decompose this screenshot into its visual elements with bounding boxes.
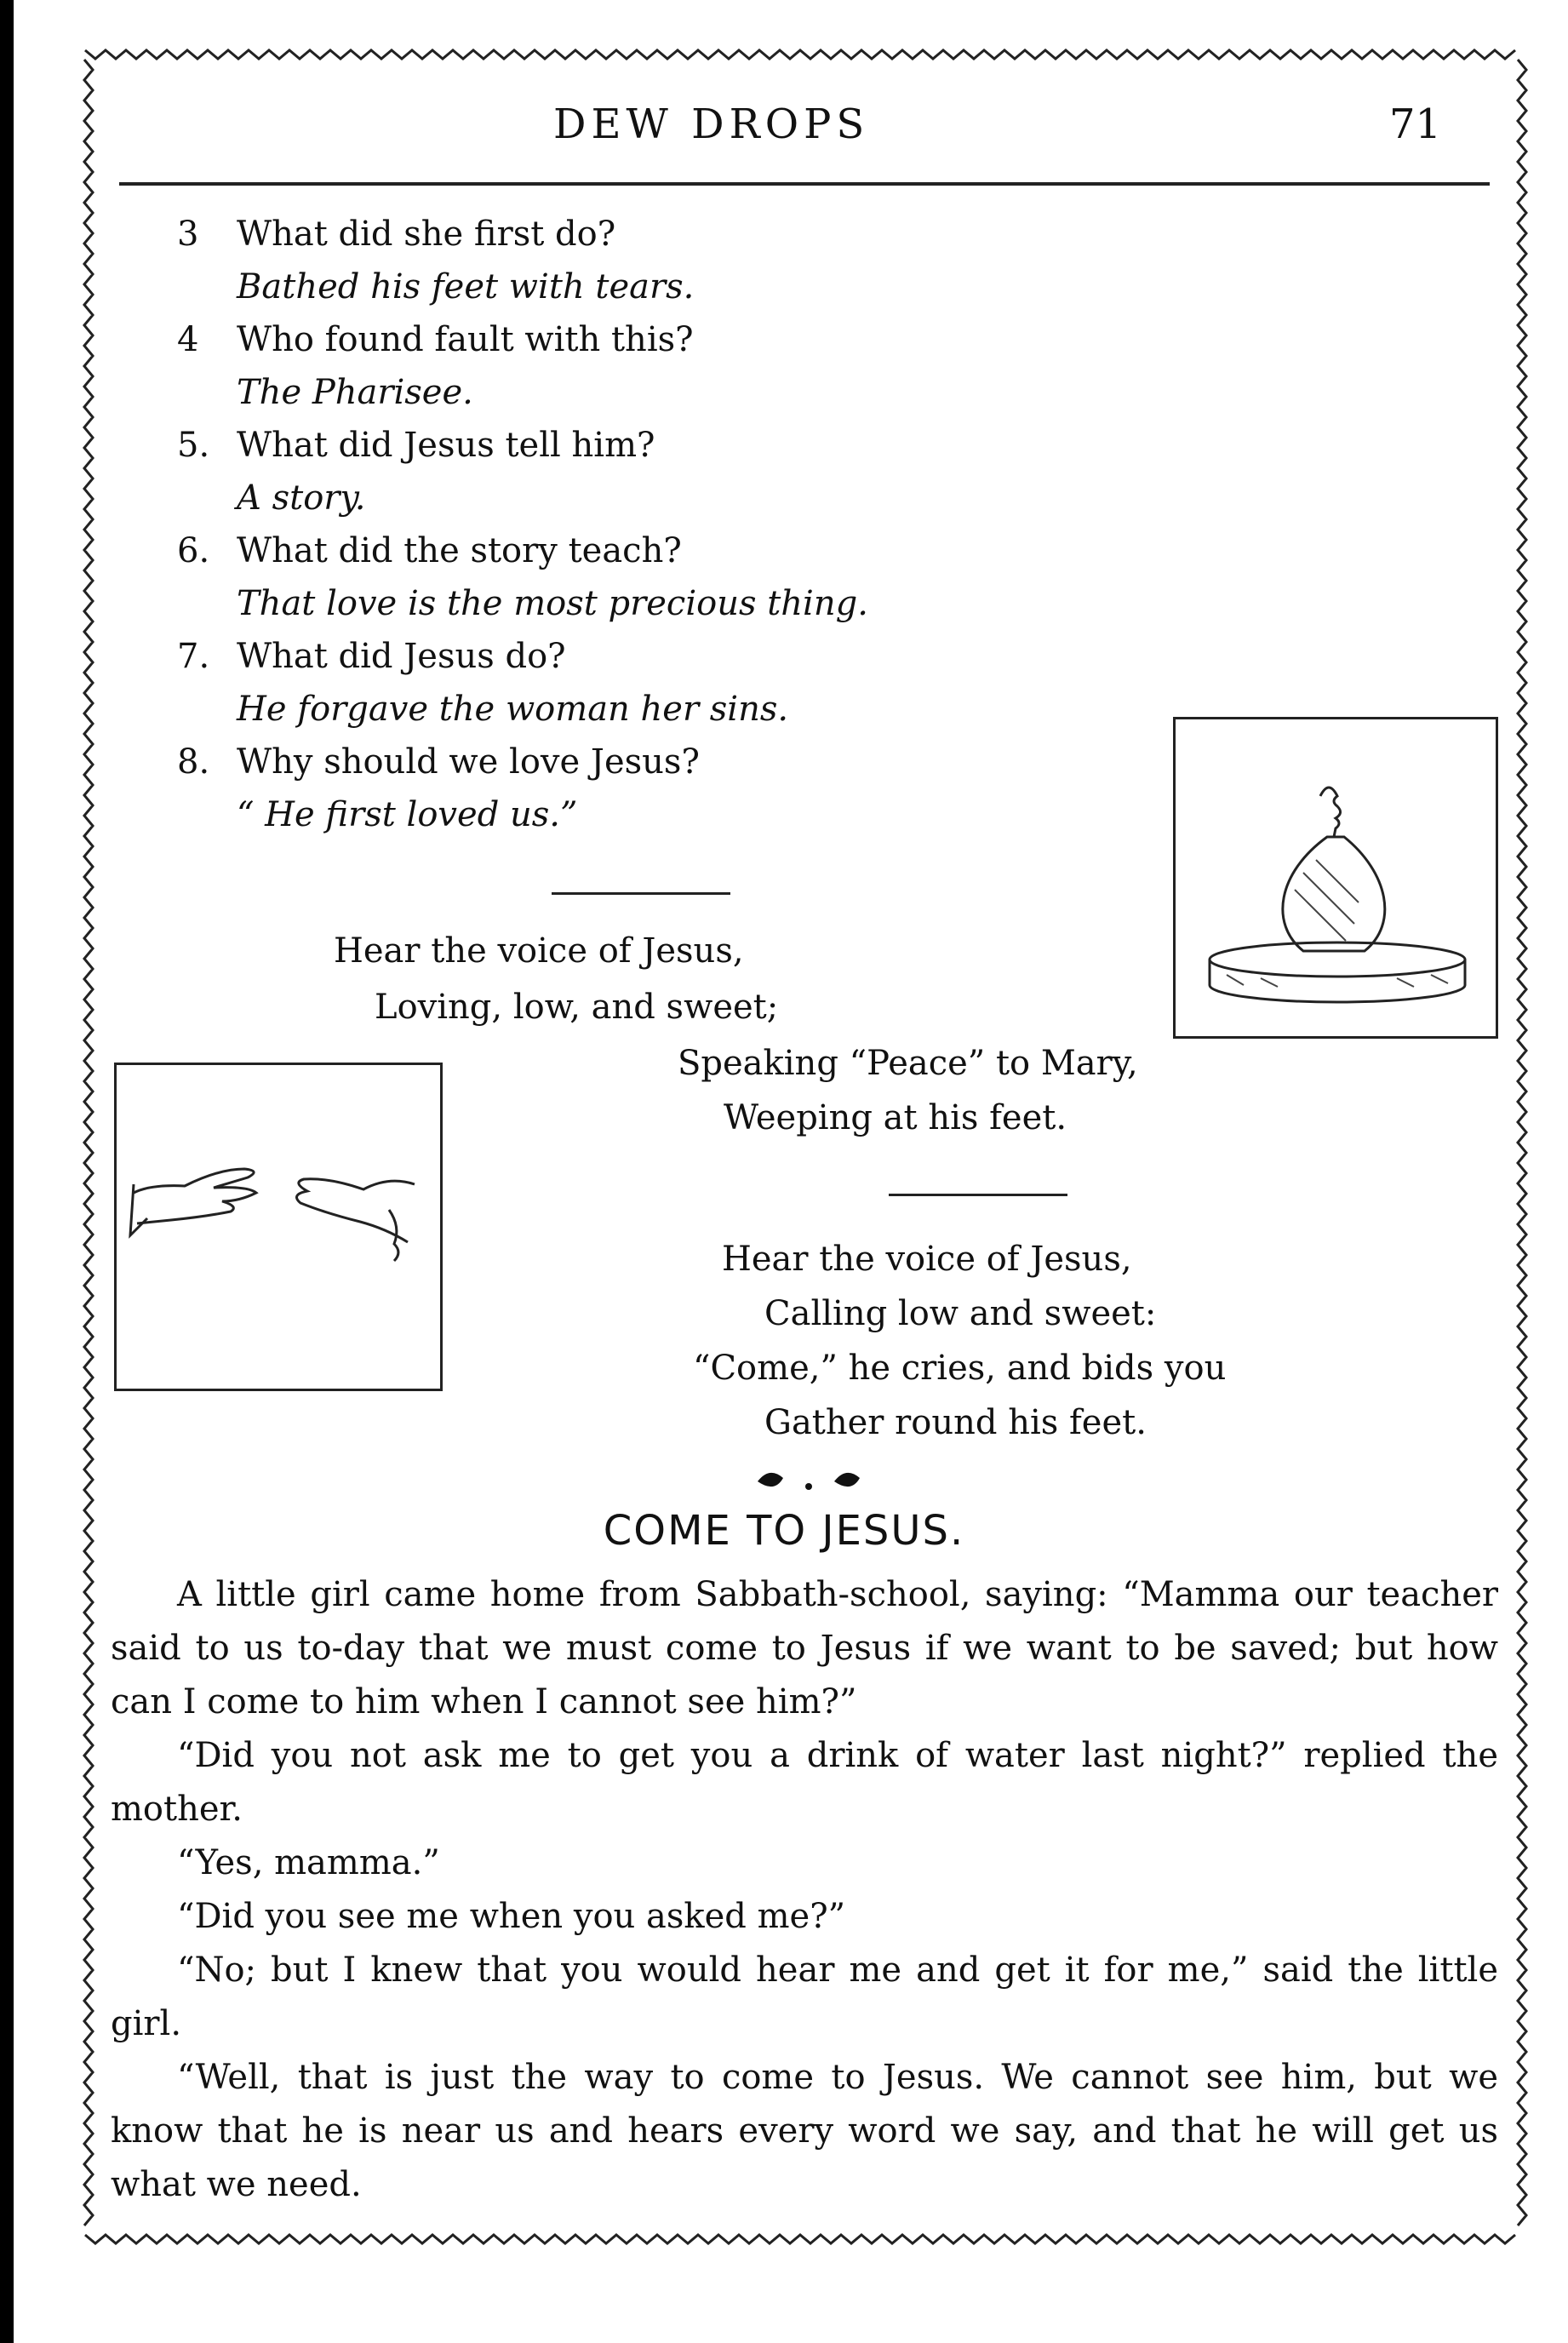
leaf-ornament-icon	[749, 1464, 868, 1498]
question-item: 3 What did she first do?	[177, 215, 616, 254]
header-rule	[119, 182, 1490, 186]
answer-item: “ He first loved us.”	[237, 795, 578, 834]
hymn-line: Calling low and sweet:	[764, 1294, 1157, 1333]
alabaster-box-illustration	[1173, 717, 1498, 1039]
question-item: 6. What did the story teach?	[177, 531, 682, 570]
hymn-line: Speaking “Peace” to Mary,	[678, 1044, 1138, 1083]
answer-item: That love is the most precious thing.	[237, 584, 868, 623]
story-paragraph: “Did you see me when you asked me?”	[177, 1897, 846, 1936]
question-item: 5. What did Jesus tell him?	[177, 426, 655, 465]
catechism-list	[177, 208, 868, 841]
question-item: 7. What did Jesus do?	[177, 637, 566, 676]
hymn-line: Hear the voice of Jesus,	[334, 931, 744, 971]
story-paragraph: “No; but I knew that you would hear me and get it for me,” said the little girl.	[111, 1951, 1498, 2043]
hymn-line: Weeping at his feet.	[724, 1098, 1067, 1137]
section-rule	[552, 892, 730, 895]
story-paragraph: “Well, that is just the way to come to Jesus. We cannot see him, but we know that he is near us and hears every word we say, and that he will get us what we need.	[111, 2058, 1498, 2204]
answer-item: He forgave the woman her sins.	[237, 690, 789, 729]
question-item: 4 Who found fault with this?	[177, 320, 694, 359]
vase-icon	[1176, 719, 1496, 1036]
hands-icon	[117, 1065, 440, 1389]
hymn-line: Gather round his feet.	[764, 1403, 1147, 1442]
question-item: 8. Why should we love Jesus?	[177, 742, 700, 782]
story-paragraph: “Yes, mamma.”	[177, 1843, 440, 1882]
answer-item: A story.	[237, 478, 366, 518]
answer-item: The Pharisee.	[237, 373, 473, 412]
hands-illustration	[114, 1063, 443, 1391]
running-title: DEW DROPS	[553, 100, 870, 148]
story-title: COME TO JESUS.	[603, 1507, 965, 1555]
section-rule	[889, 1194, 1067, 1196]
hymn-line: Loving, low, and sweet;	[375, 988, 779, 1027]
page-number: 71	[1389, 100, 1442, 148]
story-body	[111, 1568, 1498, 2212]
page-header	[0, 100, 1568, 160]
story-paragraph: “Did you not ask me to get you a drink of water last night?” replied the mother.	[111, 1736, 1498, 1829]
hymn-line: Hear the voice of Jesus,	[722, 1240, 1132, 1279]
story-paragraph: A little girl came home from Sabbath-school, saying: “Mamma our teacher said to us to-day that we must come to Jesus if we want to be saved; but how can I come to him when I cannot see him?”	[111, 1575, 1498, 1721]
hymn-line: “Come,” he cries, and bids you	[693, 1349, 1227, 1388]
answer-item: Bathed his feet with tears.	[237, 267, 695, 306]
